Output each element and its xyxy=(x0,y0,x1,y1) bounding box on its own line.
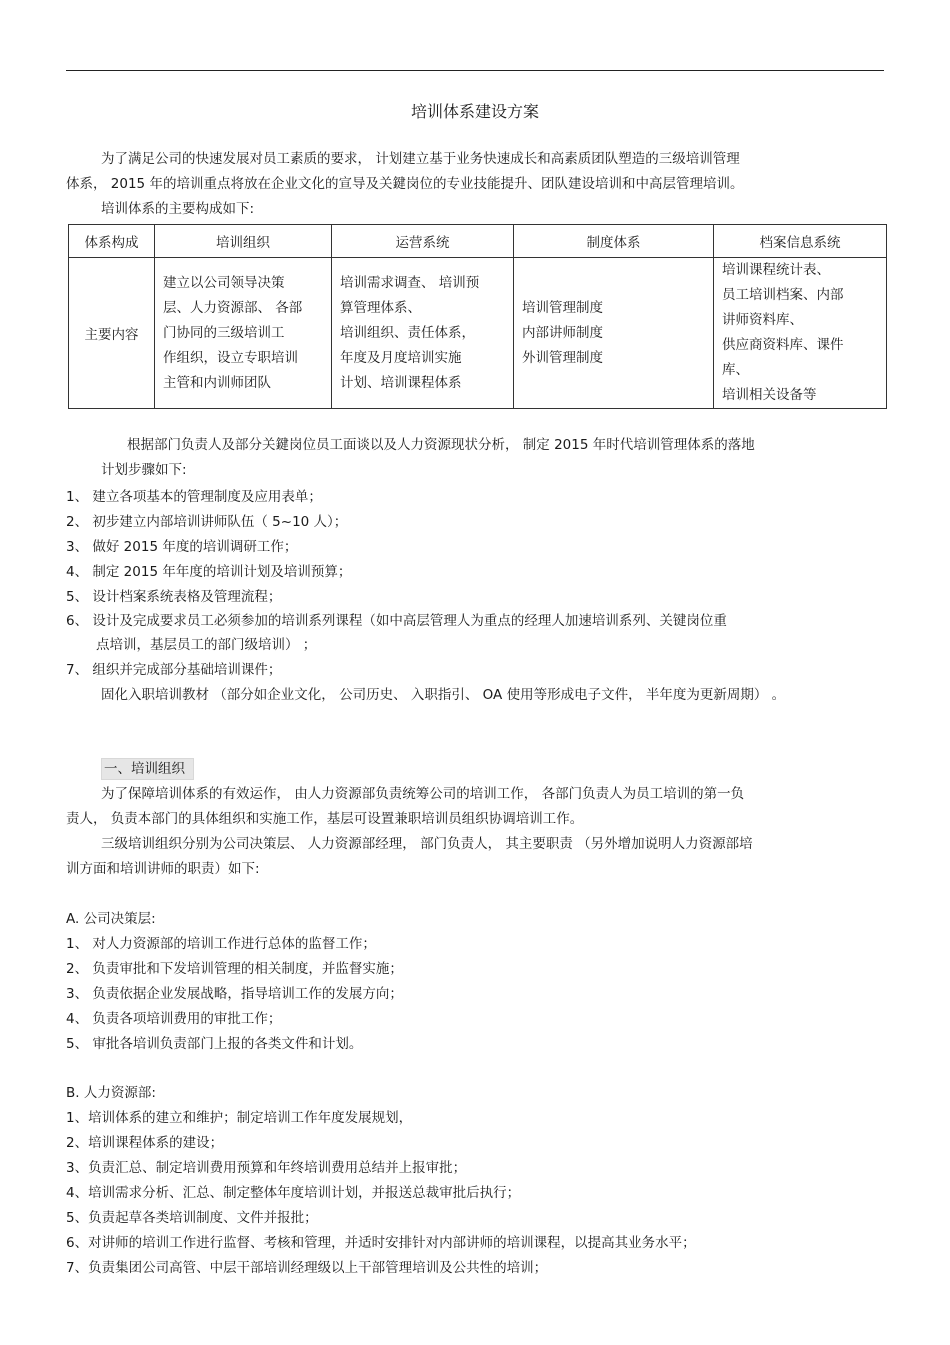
section-a-item: 4、 负责各项培训费用的审批工作； xyxy=(66,1011,282,1027)
table-cell-org xyxy=(155,258,332,409)
cell-line: 计划、培训课程体系 xyxy=(340,374,462,391)
intro-line-1: 为了满足公司的快速发展对员工素质的要求， 计划建立基于业务快速成长和高素质团队塑造的三级培训管理 xyxy=(101,151,740,167)
plan-step: 4、 制定 2015 年年度的培训计划及培训预算； xyxy=(66,564,352,580)
section-a-heading: A. 公司决策层: xyxy=(66,911,156,927)
section-b-item: 3、负责汇总、制定培训费用预算和年终培训费用总结并上报审批； xyxy=(66,1160,467,1176)
plan-step: 5、 设计档案系统表格及管理流程； xyxy=(66,589,282,605)
section-b-heading: B. 人力资源部: xyxy=(66,1085,156,1101)
table-cell-policy xyxy=(514,258,714,409)
section-b-item: 6、对讲师的培训工作进行监督、考核和管理，并适时安排针对内部讲师的培训课程，以提高其业务水平； xyxy=(66,1235,696,1251)
cell-line: 库、 xyxy=(722,362,749,378)
table-header-cell: 档案信息系统 xyxy=(714,225,887,258)
section-heading-text: 一、培训组织 xyxy=(101,758,194,780)
cell-line: 主管和内训师团队 xyxy=(163,374,271,391)
cell-line: 内部讲师制度 xyxy=(522,324,603,341)
cell-line: 讲师资料库、 xyxy=(722,312,803,328)
section1-p2-line1: 三级培训组织分别为公司决策层、 人力资源部经理， 部门负责人， 其主要职责 （另外增加说明人力资源部培 xyxy=(101,836,753,852)
section1-p2-line2: 训方面和培训讲师的职责）如下: xyxy=(66,861,260,877)
table-header-cell: 体系构成 xyxy=(69,225,155,258)
table-header-cell: 运营系统 xyxy=(332,225,514,258)
cell-line: 建立以公司领导决策 xyxy=(163,274,285,291)
table-header-row xyxy=(69,225,887,258)
intro-line-3: 培训体系的主要构成如下: xyxy=(101,201,255,217)
section-b-item: 5、负责起草各类培训制度、文件并报批； xyxy=(66,1210,318,1226)
cell-line: 培训管理制度 xyxy=(522,299,603,316)
section-b-item: 4、培训需求分析、汇总、制定整体年度培训计划，并报送总裁审批后执行； xyxy=(66,1185,521,1201)
section-a-item: 1、 对人力资源部的培训工作进行总体的监督工作； xyxy=(66,936,376,952)
cell-line: 培训需求调查、 培训预 xyxy=(340,274,480,291)
plan-line-1: 根据部门负责人及部分关鍵岗位员工面谈以及人力资源现状分析， 制定 2015 年时代培训管理体系的落地 xyxy=(127,437,755,453)
section1-p1-line1: 为了保障培训体系的有效运作， 由人力资源部负责统筹公司的培训工作， 各部门负责人为员工培训的第一负 xyxy=(101,786,745,802)
plan-step-continuation: 点培训，基层员工的部门级培训） ； xyxy=(96,637,317,653)
plan-step: 1、 建立各项基本的管理制度及应用表单； xyxy=(66,489,322,505)
plan-step-note: 固化入职培训教材 （部分如企业文化， 公司历史、 入职指引、 OA 使用等形成电子文件， 半年度为更新周期） 。 xyxy=(101,687,786,703)
cell-line: 培训组织、责任体系， xyxy=(340,324,475,341)
plan-step: 6、 设计及完成要求员工必须参加的培训系列课程（如中高层管理人为重点的经理人加速培训系列、关键岗位重 xyxy=(66,613,727,629)
plan-line-2: 计划步骤如下: xyxy=(101,462,187,478)
page-title: 培训体系建设方案 xyxy=(410,102,539,121)
intro-line-2: 体系， 2015 年的培训重点将放在企业文化的宣导及关鍵岗位的专业技能提升、团队建设培训和中高层管理培训。 xyxy=(66,176,744,192)
section1-p1-line2: 责人， 负责本部门的具体组织和实施工作，基层可设置兼职培训员组织协调培训工作。 xyxy=(66,811,584,827)
cell-line: 年度及月度培训实施 xyxy=(340,349,462,366)
table-header-cell: 培训组织 xyxy=(155,225,332,258)
cell-line: 门协同的三级培训工 xyxy=(163,324,285,341)
cell-line: 供应商资料库、课件 xyxy=(722,337,844,353)
section-a-item: 5、 审批各培训负责部门上报的各类文件和计划。 xyxy=(66,1036,363,1052)
section-heading xyxy=(101,760,194,778)
cell-line: 培训课程统计表、 xyxy=(722,262,830,278)
section-a-item: 3、 负责依据企业发展战略，指导培训工作的发展方向； xyxy=(66,986,403,1002)
plan-step: 7、 组织并完成部分基础培训课件； xyxy=(66,662,282,678)
cell-line: 层、人力资源部、 各部 xyxy=(163,299,303,316)
table-cell-ops xyxy=(332,258,514,409)
section-b-item: 7、负责集团公司高管、中层干部培训经理级以上干部管理培训及公共性的培训； xyxy=(66,1260,548,1276)
plan-step: 2、 初步建立内部培训讲师队伍（ 5~10 人）； xyxy=(66,514,348,530)
cell-line: 培训相关设备等 xyxy=(722,387,817,403)
section-b-item: 1、培训体系的建立和维护；制定培训工作年度发展规划， xyxy=(66,1110,413,1126)
cell-line: 算管理体系、 xyxy=(340,299,421,316)
cell-line: 外训管理制度 xyxy=(522,349,603,366)
system-table xyxy=(68,224,887,409)
section-a-item: 2、 负责审批和下发培训管理的相关制度，并监督实施； xyxy=(66,961,403,977)
table-header-cell: 制度体系 xyxy=(514,225,714,258)
section-b-item: 2、培训课程体系的建设； xyxy=(66,1135,224,1151)
plan-step: 3、 做好 2015 年度的培训调研工作； xyxy=(66,539,298,555)
table-cell-archive xyxy=(714,258,887,409)
cell-line: 作组织，设立专职培训 xyxy=(163,349,298,366)
header-rule xyxy=(66,70,884,71)
cell-line: 员工培训档案、内部 xyxy=(722,287,844,303)
table-row-label: 主要内容 xyxy=(69,258,155,409)
table-row xyxy=(69,258,887,409)
